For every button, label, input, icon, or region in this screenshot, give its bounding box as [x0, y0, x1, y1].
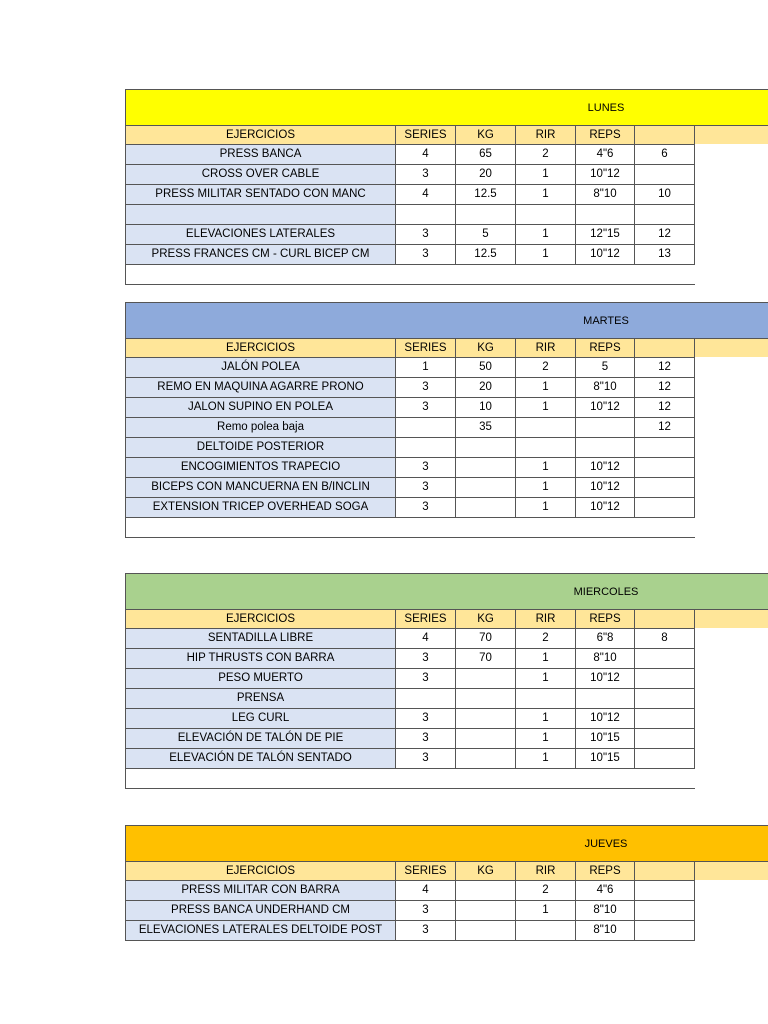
reps-cell[interactable]: 8"10: [576, 649, 635, 669]
rir-cell[interactable]: 2: [516, 358, 576, 378]
series-cell[interactable]: 3: [396, 378, 456, 398]
rir-cell[interactable]: [516, 418, 576, 438]
exercise-cell[interactable]: PRESS BANCA UNDERHAND CM: [125, 901, 396, 921]
rir-cell[interactable]: 1: [516, 225, 576, 245]
kg-cell[interactable]: [456, 669, 516, 689]
kg-cell[interactable]: [456, 881, 516, 901]
kg-cell[interactable]: [456, 729, 516, 749]
series-cell[interactable]: 3: [396, 458, 456, 478]
reps-cell[interactable]: 4"6: [576, 881, 635, 901]
extra-cell[interactable]: [635, 881, 695, 901]
kg-cell[interactable]: 20: [456, 165, 516, 185]
extra-cell[interactable]: [635, 458, 695, 478]
exercise-cell[interactable]: REMO EN MAQUINA AGARRE PRONO: [125, 378, 396, 398]
kg-cell[interactable]: [456, 749, 516, 769]
exercise-cell[interactable]: LEG CURL: [125, 709, 396, 729]
rir-cell[interactable]: 1: [516, 458, 576, 478]
extra-cell[interactable]: 12: [635, 358, 695, 378]
reps-cell[interactable]: 10"12: [576, 709, 635, 729]
reps-cell[interactable]: 8"10: [576, 901, 635, 921]
series-cell[interactable]: 3: [396, 498, 456, 518]
exercise-cell[interactable]: [125, 205, 396, 225]
day-title: MARTES: [583, 315, 629, 327]
extra-cell[interactable]: [635, 165, 695, 185]
column-header-blank: [635, 126, 695, 145]
exercise-cell[interactable]: ELEVACIONES LATERALES: [125, 225, 396, 245]
exercise-cell[interactable]: PRESS BANCA: [125, 145, 396, 165]
series-cell[interactable]: 3: [396, 245, 456, 265]
column-header-ejercicios: EJERCICIOS: [125, 610, 396, 629]
series-cell[interactable]: 3: [396, 921, 456, 941]
kg-cell[interactable]: [456, 921, 516, 941]
reps-cell[interactable]: 10"12: [576, 478, 635, 498]
rir-cell[interactable]: 1: [516, 165, 576, 185]
kg-cell[interactable]: 65: [456, 145, 516, 165]
extra-cell[interactable]: 10: [635, 185, 695, 205]
rir-cell[interactable]: 1: [516, 729, 576, 749]
rir-cell[interactable]: 1: [516, 478, 576, 498]
kg-cell[interactable]: 70: [456, 649, 516, 669]
column-header-series: SERIES: [396, 126, 456, 145]
extra-cell[interactable]: 6: [635, 145, 695, 165]
kg-cell[interactable]: 35: [456, 418, 516, 438]
day-title: LUNES: [587, 102, 625, 114]
day-title-bar: [125, 573, 768, 610]
kg-cell[interactable]: 12.5: [456, 245, 516, 265]
rir-cell[interactable]: 1: [516, 398, 576, 418]
extra-cell[interactable]: [635, 729, 695, 749]
kg-cell[interactable]: [456, 689, 516, 709]
series-cell[interactable]: [396, 438, 456, 458]
kg-cell[interactable]: 5: [456, 225, 516, 245]
reps-cell[interactable]: [576, 205, 635, 225]
exercise-cell[interactable]: Remo polea baja: [125, 418, 396, 438]
exercise-cell[interactable]: CROSS OVER CABLE: [125, 165, 396, 185]
column-header-rir: RIR: [516, 339, 576, 358]
extra-cell[interactable]: [635, 901, 695, 921]
exercise-cell[interactable]: PRESS MILITAR CON BARRA: [125, 881, 396, 901]
exercise-cell[interactable]: ELEVACIÓN DE TALÓN DE PIE: [125, 729, 396, 749]
kg-cell[interactable]: 12.5: [456, 185, 516, 205]
exercise-cell[interactable]: PRESS MILITAR SENTADO CON MANC: [125, 185, 396, 205]
column-header-reps: REPS: [576, 126, 635, 145]
series-cell[interactable]: 4: [396, 145, 456, 165]
extra-cell[interactable]: 12: [635, 225, 695, 245]
extra-cell[interactable]: 12: [635, 418, 695, 438]
series-cell[interactable]: 3: [396, 225, 456, 245]
kg-cell[interactable]: [456, 438, 516, 458]
reps-cell[interactable]: 10"15: [576, 729, 635, 749]
day-title-bar: [125, 302, 768, 339]
reps-cell[interactable]: 8"10: [576, 185, 635, 205]
series-cell[interactable]: 3: [396, 165, 456, 185]
series-cell[interactable]: 3: [396, 729, 456, 749]
header-fill-extension: [695, 862, 768, 880]
series-cell[interactable]: [396, 689, 456, 709]
kg-cell[interactable]: 10: [456, 398, 516, 418]
column-header-series: SERIES: [396, 339, 456, 358]
extra-cell[interactable]: 13: [635, 245, 695, 265]
rir-cell[interactable]: [516, 205, 576, 225]
column-header-reps: REPS: [576, 862, 635, 881]
exercise-cell[interactable]: JALON SUPINO EN POLEA: [125, 398, 396, 418]
exercise-cell[interactable]: EXTENSION TRICEP OVERHEAD SOGA: [125, 498, 396, 518]
reps-cell[interactable]: 4"6: [576, 145, 635, 165]
rir-cell[interactable]: 1: [516, 498, 576, 518]
reps-cell[interactable]: 6"8: [576, 629, 635, 649]
rir-cell[interactable]: 1: [516, 709, 576, 729]
extra-cell[interactable]: [635, 438, 695, 458]
extra-cell[interactable]: 12: [635, 398, 695, 418]
reps-cell[interactable]: 10"12: [576, 669, 635, 689]
table-footer-row: [125, 769, 695, 789]
day-title: JUEVES: [584, 838, 628, 850]
rir-cell[interactable]: 1: [516, 649, 576, 669]
series-cell[interactable]: [396, 418, 456, 438]
kg-cell[interactable]: [456, 478, 516, 498]
column-header-reps: REPS: [576, 610, 635, 629]
column-header-kg: KG: [456, 862, 516, 881]
column-header-blank: [635, 610, 695, 629]
extra-cell[interactable]: [635, 709, 695, 729]
column-header-ejercicios: EJERCICIOS: [125, 339, 396, 358]
table-footer-row: [125, 518, 695, 538]
table-footer-row: [125, 265, 695, 285]
day-title-bar: [125, 825, 768, 862]
reps-cell[interactable]: 5: [576, 358, 635, 378]
series-cell[interactable]: 4: [396, 881, 456, 901]
day-title: MIERCOLES: [573, 586, 639, 598]
extra-cell[interactable]: [635, 689, 695, 709]
column-header-blank: [635, 862, 695, 881]
header-fill-extension: [695, 126, 768, 144]
exercise-cell[interactable]: DELTOIDE POSTERIOR: [125, 438, 396, 458]
series-cell[interactable]: 3: [396, 709, 456, 729]
extra-cell[interactable]: [635, 921, 695, 941]
exercise-cell[interactable]: JALÓN POLEA: [125, 358, 396, 378]
exercise-cell[interactable]: ELEVACIÓN DE TALÓN SENTADO: [125, 749, 396, 769]
exercise-cell[interactable]: PESO MUERTO: [125, 669, 396, 689]
extra-cell[interactable]: [635, 498, 695, 518]
rir-cell[interactable]: 1: [516, 378, 576, 398]
column-header-rir: RIR: [516, 862, 576, 881]
reps-cell[interactable]: 8"10: [576, 921, 635, 941]
reps-cell[interactable]: 8"10: [576, 378, 635, 398]
series-cell[interactable]: 3: [396, 749, 456, 769]
column-header-series: SERIES: [396, 610, 456, 629]
extra-cell[interactable]: [635, 478, 695, 498]
kg-cell[interactable]: [456, 901, 516, 921]
reps-cell[interactable]: 10"12: [576, 165, 635, 185]
reps-cell[interactable]: [576, 438, 635, 458]
extra-cell[interactable]: [635, 205, 695, 225]
rir-cell[interactable]: 1: [516, 669, 576, 689]
kg-cell[interactable]: 50: [456, 358, 516, 378]
column-header-reps: REPS: [576, 339, 635, 358]
header-fill-extension: [695, 610, 768, 628]
series-cell[interactable]: 3: [396, 649, 456, 669]
series-cell[interactable]: 3: [396, 478, 456, 498]
rir-cell[interactable]: 1: [516, 749, 576, 769]
rir-cell[interactable]: 1: [516, 901, 576, 921]
rir-cell[interactable]: 1: [516, 245, 576, 265]
exercise-cell[interactable]: SENTADILLA LIBRE: [125, 629, 396, 649]
extra-cell[interactable]: 12: [635, 378, 695, 398]
extra-cell[interactable]: [635, 669, 695, 689]
reps-cell[interactable]: 10"12: [576, 398, 635, 418]
rir-cell[interactable]: 2: [516, 629, 576, 649]
rir-cell[interactable]: [516, 689, 576, 709]
exercise-cell[interactable]: BICEPS CON MANCUERNA EN B/INCLIN: [125, 478, 396, 498]
column-header-rir: RIR: [516, 126, 576, 145]
reps-cell[interactable]: 10"12: [576, 458, 635, 478]
kg-cell[interactable]: [456, 709, 516, 729]
extra-cell[interactable]: [635, 749, 695, 769]
rir-cell[interactable]: 2: [516, 881, 576, 901]
series-cell[interactable]: 3: [396, 901, 456, 921]
column-header-kg: KG: [456, 126, 516, 145]
reps-cell[interactable]: [576, 689, 635, 709]
kg-cell[interactable]: [456, 205, 516, 225]
day-title-bar: [125, 89, 768, 126]
kg-cell[interactable]: [456, 458, 516, 478]
series-cell[interactable]: 3: [396, 669, 456, 689]
reps-cell[interactable]: 10"12: [576, 245, 635, 265]
reps-cell[interactable]: 10"15: [576, 749, 635, 769]
extra-cell[interactable]: 8: [635, 629, 695, 649]
rir-cell[interactable]: 2: [516, 145, 576, 165]
extra-cell[interactable]: [635, 649, 695, 669]
kg-cell[interactable]: 70: [456, 629, 516, 649]
series-cell[interactable]: 3: [396, 398, 456, 418]
series-cell[interactable]: [396, 205, 456, 225]
rir-cell[interactable]: [516, 921, 576, 941]
series-cell[interactable]: 4: [396, 629, 456, 649]
exercise-cell[interactable]: PRENSA: [125, 689, 396, 709]
exercise-cell[interactable]: ELEVACIONES LATERALES DELTOIDE POST: [125, 921, 396, 941]
column-header-series: SERIES: [396, 862, 456, 881]
rir-cell[interactable]: 1: [516, 185, 576, 205]
series-cell[interactable]: 1: [396, 358, 456, 378]
kg-cell[interactable]: [456, 498, 516, 518]
column-header-rir: RIR: [516, 610, 576, 629]
column-header-kg: KG: [456, 610, 516, 629]
header-fill-extension: [695, 339, 768, 357]
exercise-cell[interactable]: ENCOGIMIENTOS TRAPECIO: [125, 458, 396, 478]
series-cell[interactable]: 4: [396, 185, 456, 205]
column-header-ejercicios: EJERCICIOS: [125, 126, 396, 145]
exercise-cell[interactable]: PRESS FRANCES CM - CURL BICEP CM: [125, 245, 396, 265]
exercise-cell[interactable]: HIP THRUSTS CON BARRA: [125, 649, 396, 669]
column-header-ejercicios: EJERCICIOS: [125, 862, 396, 881]
reps-cell[interactable]: [576, 418, 635, 438]
kg-cell[interactable]: 20: [456, 378, 516, 398]
column-header-kg: KG: [456, 339, 516, 358]
reps-cell[interactable]: 12"15: [576, 225, 635, 245]
rir-cell[interactable]: [516, 438, 576, 458]
reps-cell[interactable]: 10"12: [576, 498, 635, 518]
column-header-blank: [635, 339, 695, 358]
